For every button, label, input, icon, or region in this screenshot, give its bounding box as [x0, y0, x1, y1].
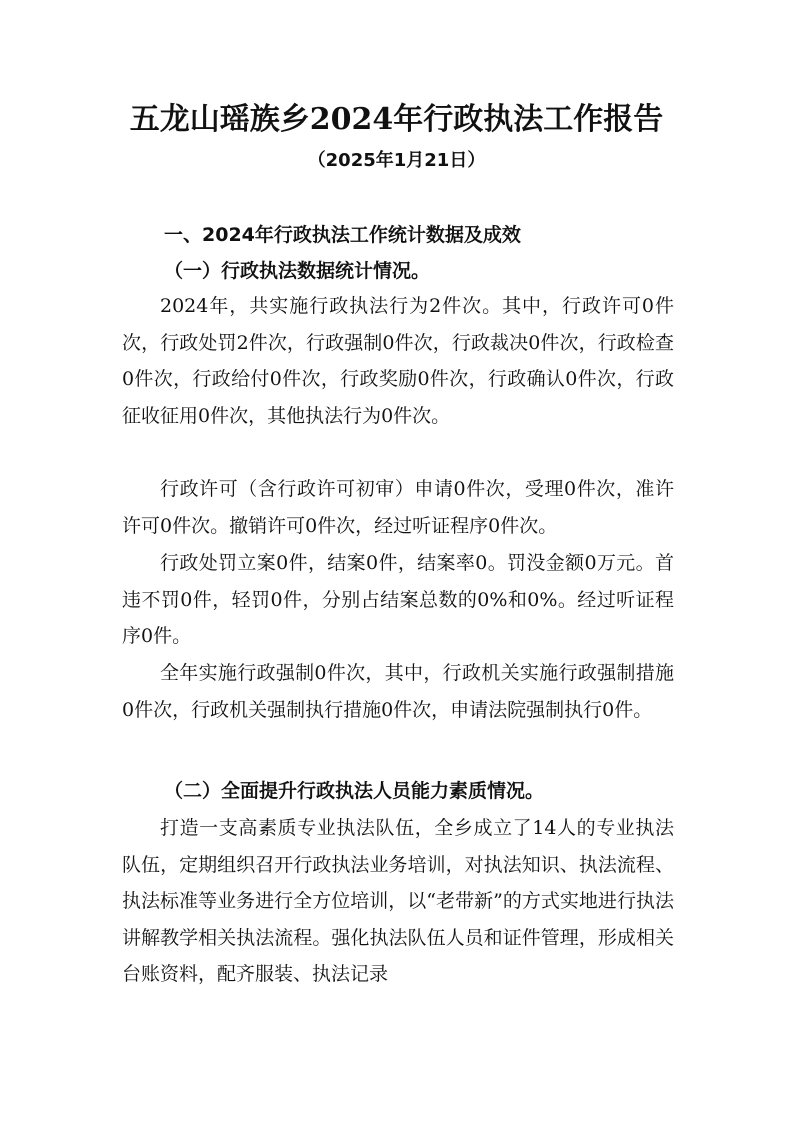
paragraph-penalties: 行政处罚立案0件，结案0件，结案率0。罚没金额0万元。首违不罚0件，轻罚0件，分别占结案总数的0%和0%。经过听证程序0件。 — [122, 552, 674, 647]
subsection-heading-1: （一）行政执法数据统计情况。 — [164, 260, 431, 282]
document-date: （2025年1月21日） — [307, 150, 486, 171]
document-title: 五龙山瑶族乡2024年行政执法工作报告 — [129, 102, 664, 137]
paragraph-enforcement-totals: 2024年，共实施行政执法行为2件次。其中，行政许可0件次，行政处罚2件次，行政强制0件次，行政裁决0件次，行政检查0件次，行政给付0件次，行政奖励0件次，行政确认0件次，行政征收征用0件次，其他执法行为0件次。 — [122, 295, 674, 427]
paragraph-team-building: 打造一支高素质专业执法队伍，全乡成立了14人的专业执法队伍，定期组织召开行政执法业务培训，对执法知识、执法流程、执法标准等业务进行全方位培训，以“老带新”的方式实地进行执法讲解教学相关执法流程。强化执法队伍人员和证件管理，形成相关台账资料，配齐服装、执法记录 — [122, 817, 674, 985]
subsection-heading-2: （二）全面提升行政执法人员能力素质情况。 — [164, 780, 545, 802]
paragraph-licensing: 行政许可（含行政许可初审）申请0件次，受理0件次，准许许可0件次。撤销许可0件次，经过听证程序0件次。 — [122, 478, 674, 537]
section-heading-1: 一、2024年行政执法工作统计数据及成效 — [164, 224, 521, 246]
paragraph-enforcement-measures: 全年实施行政强制0件次，其中，行政机关实施行政强制措施0件次，行政机关强制执行措施0件次，申请法院强制执行0件。 — [122, 662, 674, 721]
